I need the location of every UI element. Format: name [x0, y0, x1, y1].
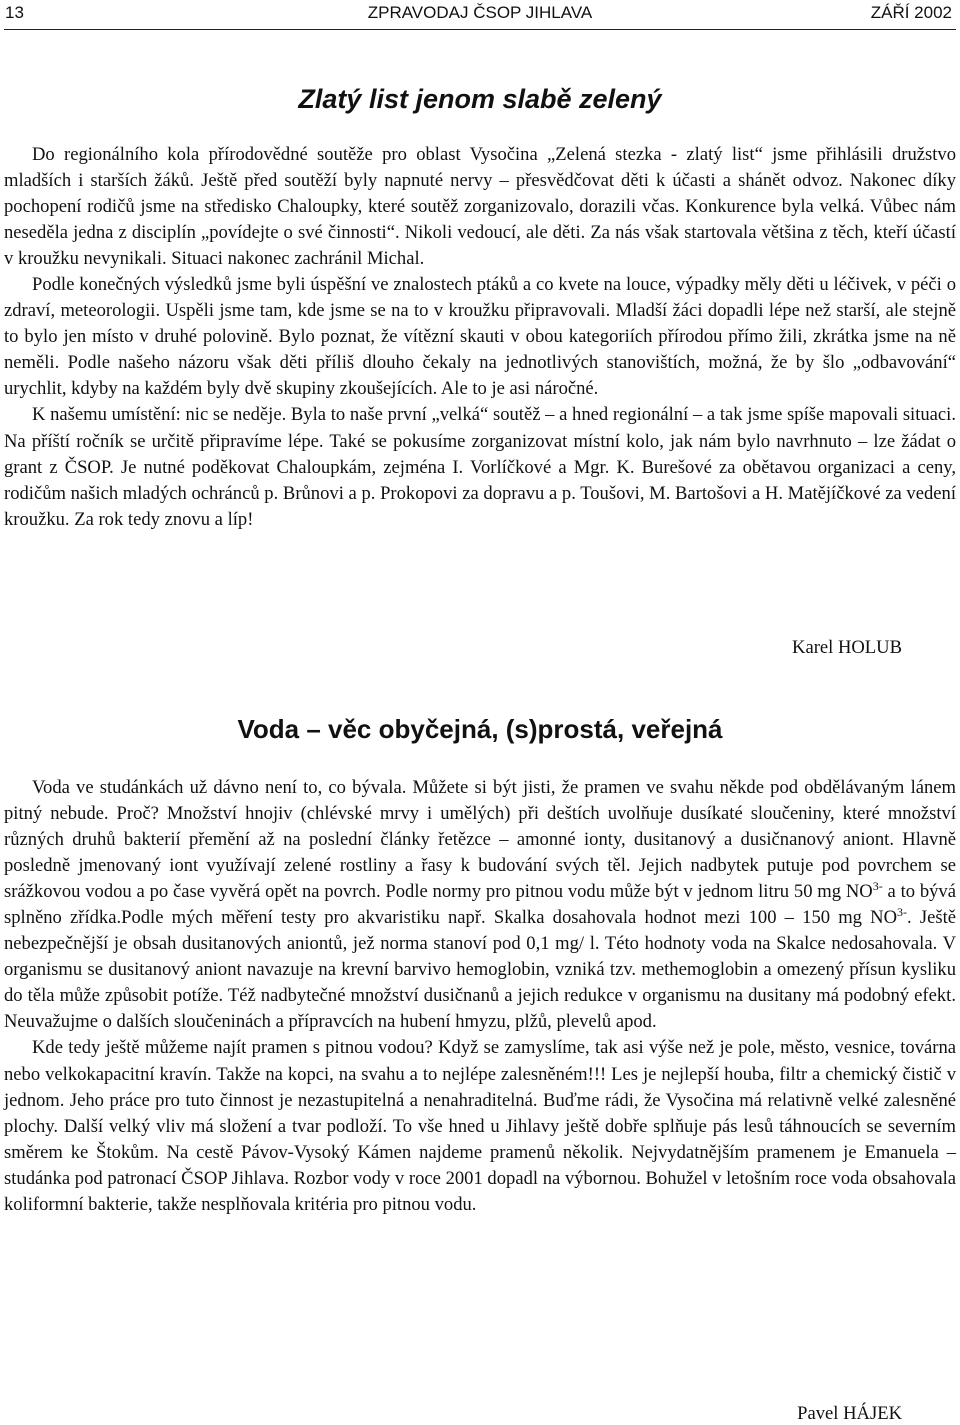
article2-title: Voda – věc obyčejná, (s)prostá, veřejná: [237, 714, 723, 744]
issue-date: ZÁŘÍ 2002: [870, 3, 952, 22]
article1-body: [4, 142, 956, 533]
article1-paragraph: Do regionálního kola přírodovědné soutěže pro oblast Vysočina „Zelená stezka - zlatý list“ jsme přihlásili družstvo mladších i starších žáků. Ještě před soutěží byly napnuté nervy – přesvědčovat děti k účasti a shánět odvoz. Nakonec díky pochopení rodičů jsme na středisko Chaloupky, které soutěž zorganizovalo, dorazili včas. Konkurence byla velká. Vůbec nám neseděla jedna z disciplín „povídejte o své činnosti“. Nikoli vedoucí, ale děti. Za nás však startovala většina z těch, kteří účastí v kroužku nevynikali. Situaci nakonec zachránil Michal.: [4, 144, 956, 270]
article2-paragraph: [4, 775, 956, 1035]
article1-author: Karel HOLUB: [792, 637, 902, 658]
header-divider: [4, 29, 956, 30]
article1-title: Zlatý list jenom slabě zelený: [298, 84, 662, 114]
text-run: a to bývá splněno zřídka.Podle mých měření testy pro akvaristiku např. Skalka dosahovala hodnot mezi 100 – 150 mg NO: [4, 881, 956, 929]
article2-author: Pavel HÁJEK: [797, 1403, 902, 1424]
publication-name: ZPRAVODAJ ČSOP JIHLAVA: [367, 3, 593, 22]
text-run: Voda ve studánkách už dávno není to, co bývala. Můžete si být jisti, že pramen ve svahu někde pod obdělávaným lánem pitný nebude. Proč? Množství hnojiv (chlévské mrvy i umělých) při deštích uvolňuje dusíkaté sloučeniny, které množství různých druhů bakterií přemění až na poslední články řetězce – amonné ionty, dusitanový a dusičnanový aniont. Hlavně posledně jmenovaný iont využívají zelené rostliny a řasy k budování svých těl. Jejich nadbytek putuje pod povrchem se srážkovou vodou a po čase vyvěrá opět na povrch. Podle normy pro pitnou vodu může být v jednom litru 50 mg NO: [4, 777, 956, 903]
superscript-charge: 3-: [897, 905, 908, 920]
article2-body: [4, 775, 956, 1218]
article1-paragraph: Podle konečných výsledků jsme byli úspěšní ve znalostech ptáků a co kvete na louce, výpadky měly děti u léčivek, v péči o zdraví, meteorologii. Uspěli jsme tam, kde jsme se na to v kroužku připravovali. Mladší žáci dopadli lépe než starší, ale stejně to bylo jen místo v druhé polovině. Bylo poznat, že vítězní skauti v obou kategoriích přírodou přímo žili, zkrátka jsme na ně neměli. Podle našeho názoru však děti příliš dlouho čekaly na jednotlivých stanovištích, možná, že by šlo „odbavování“ urychlit, kdyby na každém byly dvě skupiny zkoušejících. Ale to je asi náročné.: [4, 274, 956, 400]
superscript-charge: 3-: [872, 879, 883, 893]
page-header: [0, 0, 960, 30]
page-number: 13: [5, 3, 24, 22]
article1-paragraph: K našemu umístění: nic se neděje. Byla to naše první „velká“ soutěž – a hned regionální – a tak jsme spíše mapovali situaci. Na příští ročník se určitě připravíme lépe. Také se pokusíme zorganizovat místní kolo, jak nám bylo navrhnuto – lze žádat o grant z ČSOP. Je nutné poděkovat Chaloupkám, zejména I. Vorlíčkové a Mgr. K. Burešové za obětavou organizaci a ceny, rodičům našich mladých ochránců p. Brůnovi a p. Prokopovi za dopravu a p. Toušovi, M. Bartošovi a H. Matějíčkové za vedení kroužku. Za rok tedy znovu a líp!: [4, 404, 956, 530]
article2-paragraph: Kde tedy ještě můžeme najít pramen s pitnou vodou? Když se zamyslíme, tak asi výše než je pole, město, vesnice, továrna nebo velkokapacitní kravín. Takže na kopci, na svahu a to nejlépe zalesněném!!! Les je nejlepší houba, filtr a chemický čistič v jednom. Jeho práce pro tuto činnost je nezastupitelná a nenahraditelná. Buďme rádi, že Vysočina má relativně velké zalesněné plochy. Další velký vliv má složení a tvar podloží. To vše hned u Jihlavy ještě dobře splňuje pás lesů táhnoucích se severním směrem ke Štokům. Na cestě Pávov-Vysoký Kámen najdeme pramenů několik. Nejvydatnějším pramenem je Emanuela – studánka pod patronací ČSOP Jihlava. Rozbor vody v roce 2001 dopadl na výbornou. Bohužel v letošním roce voda obsahovala koliformní bakterie, takže nesplňovala kritéria pro pitnou vodu.: [4, 1037, 956, 1215]
text-run: . Ještě nebezpečnější je obsah dusitanových aniontů, jež norma stanoví pod 0,1 mg/ l. Této hodnoty voda na Skalce nedosahovala. V organismu se dusitanový aniont navazuje na krevní barvivo hemoglobin, vzniká tzv. methemoglobin a omezený přísun kysliku do těla může způsobit potíže. Též nadbytečné množství dusičnanů a jejich redukce v organismu na dusitany má podobný efekt. Neuvažujme o dalších sloučeninách a přípravcích na hubení hmyzu, plžů, plevelů apod.: [4, 907, 957, 1033]
